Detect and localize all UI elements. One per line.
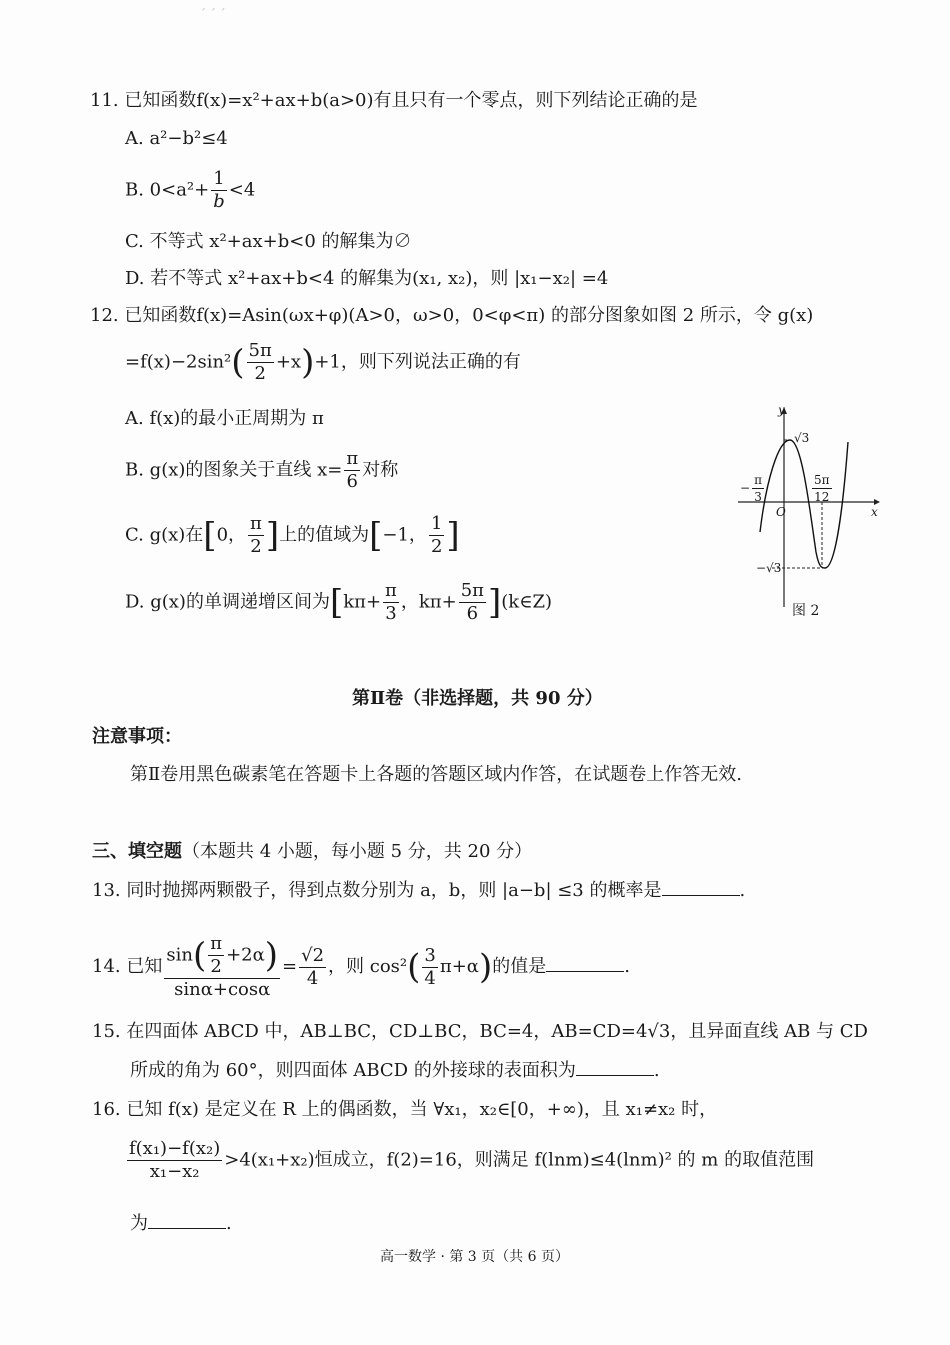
- question-15-line2: 所成的角为 60°，则四面体 ABCD 的外接球的表面积为 .: [130, 1060, 660, 1081]
- answer-blank[interactable]: [662, 881, 740, 896]
- answer-blank[interactable]: [148, 1214, 226, 1229]
- min-value-label: −√3: [756, 561, 782, 575]
- q12-option-a: A. f(x)的最小正周期为 π: [125, 408, 324, 429]
- notice-text: 第Ⅱ卷用黑色碳素笔在答题卡上各题的答题区域内作答，在试题卷上作答无效.: [130, 764, 742, 785]
- question-16-line2: $\frac{\text{f(x₁)−f(x₂)}}{\text{x₁−x₂}}$ >4(x₁+x₂)恒成立，f(2)=16，则满足 f(lnm)≤4(lnm)² 的 m 的取值范围: [129, 1138, 815, 1182]
- question-15-line1: 15. 在四面体 ABCD 中，AB⊥BC，CD⊥BC，BC=4，AB=CD=4√3，且异面直线 AB 与 CD: [92, 1021, 868, 1042]
- section-3-header: 三、填空题（本题共 4 小题，每小题 5 分，共 20 分）: [92, 841, 533, 862]
- q11-option-a: A. a²−b²≤4: [125, 128, 228, 149]
- origin-label: O: [776, 505, 786, 519]
- sine-curve: [760, 440, 848, 568]
- y-axis-label: y: [778, 403, 785, 417]
- q12-option-b: B. g(x)的图象关于直线 x= $\frac{\pi}{6}$ 对称: [125, 448, 399, 492]
- question-14: 14. 已知 sin( $\frac{\pi}{2}$ +2α) sinα+cosα = $\frac{√2}{4}$ ，则 cos²( $\frac{3}{4}$ π+α)的值是 .: [92, 933, 630, 1000]
- answer-blank[interactable]: [576, 1061, 654, 1076]
- q11-option-d: D. 若不等式 x²+ax+b<4 的解集为(x₁, x₂)，则 |x₁−x₂| =4: [125, 268, 609, 289]
- question-16-line3: 为 .: [130, 1213, 232, 1234]
- x-axis-label: x: [871, 505, 878, 519]
- page-footer: 高一数学 · 第 3 页（共 6 页）: [380, 1249, 569, 1265]
- q12-stem: 12. 已知函数f(x)=Asin(ωx+φ)(A>0，ω>0，0<φ<π) 的部分图象如图 2 所示，令 g(x): [90, 305, 814, 326]
- answer-blank[interactable]: [546, 957, 624, 972]
- q12-option-d: D. g(x)的单调递增区间为[kπ+ $\frac{\pi}{3}$ ，kπ+ $\frac{5\pi}{6}$ ](k∈Z): [125, 580, 553, 624]
- question-13: 13. 同时抛掷两颗骰子，得到点数分别为 a，b，则 |a−b| ≤3 的概率是 .: [92, 880, 746, 901]
- right-min-label: $\frac{5\pi}{12}$: [814, 473, 830, 504]
- q12-option-c: C. g(x)在[0， $\frac{\pi}{2}$ ]上的值域为[−1， $\frac{1}{2}$ ]: [125, 513, 460, 557]
- part2-title: 第Ⅱ卷（非选择题，共 90 分）: [352, 688, 603, 709]
- header-marks: ˊ ˊ ˊ: [200, 7, 226, 21]
- figure-2-graph: [734, 402, 884, 622]
- max-value-label: √3: [794, 431, 810, 445]
- figure-caption: 图 2: [792, 603, 820, 619]
- q11-option-c: C. 不等式 x²+ax+b<0 的解集为∅: [125, 231, 412, 252]
- q11-option-b: B. 0<a²+ $\frac{1}{b}$ <4: [125, 168, 256, 212]
- notice-title: 注意事项：: [92, 726, 182, 747]
- fraction: $\frac{1}{b}$: [213, 168, 225, 212]
- q11-stem: 11. 已知函数f(x)=x²+ax+b(a>0)有且只有一个零点，则下列结论正确的是: [90, 90, 698, 111]
- question-16-line1: 16. 已知 f(x) 是定义在 R 上的偶函数，当 ∀x₁，x₂∈[0，+∞)，且 x₁≠x₂ 时，: [92, 1099, 718, 1120]
- left-zero-label: − $\frac{\pi}{3}$: [740, 473, 762, 504]
- q12-stem-line2: =f(x)−2sin²( $\frac{5\pi}{2}$ +x)+1，则下列说法正确的有: [125, 340, 521, 384]
